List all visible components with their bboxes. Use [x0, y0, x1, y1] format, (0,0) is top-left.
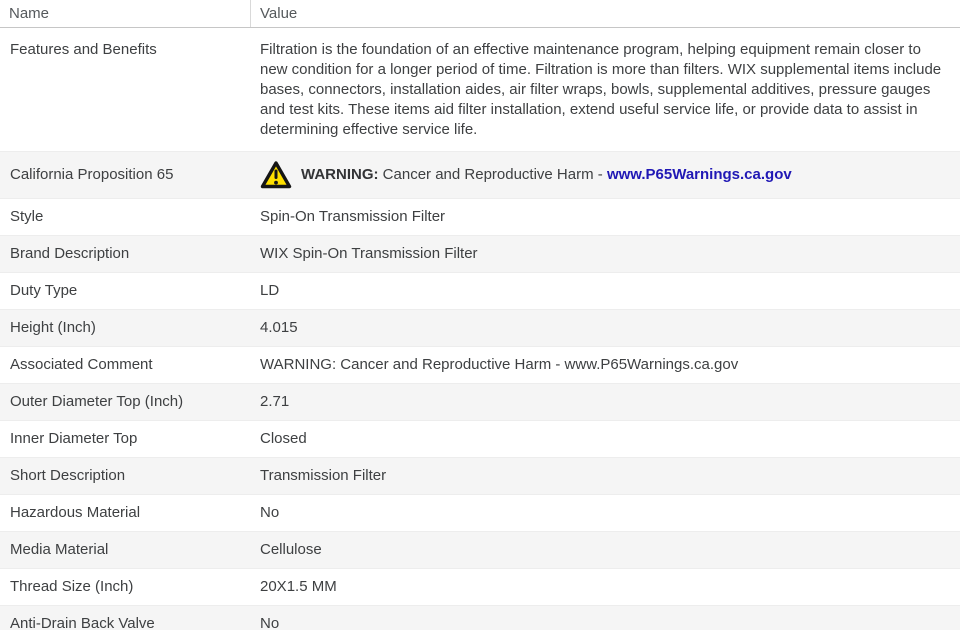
spec-name-cell: Style	[10, 208, 44, 225]
spec-name-cell: Duty Type	[10, 282, 78, 299]
spec-name-cell: Media Material	[10, 541, 109, 558]
table-row	[0, 310, 960, 347]
spec-value-cell: 20X1.5 MM	[260, 578, 337, 595]
column-header-name: Name	[9, 5, 50, 22]
spec-value-cell: 4.015	[260, 319, 298, 336]
spec-name-cell: Brand Description	[10, 245, 130, 262]
spec-value-cell: No	[260, 504, 280, 521]
p65-link[interactable]: www.P65Warnings.ca.gov	[606, 166, 792, 183]
spec-value-cell: 2.71	[260, 393, 290, 410]
table-row	[0, 421, 960, 458]
warning-triangle-icon	[260, 160, 292, 190]
spec-name-cell: Anti-Drain Back Valve	[10, 615, 155, 630]
spec-value-cell: WIX Spin-On Transmission Filter	[260, 245, 478, 262]
spec-value-cell: No	[260, 615, 280, 630]
warning-text: Cancer and Reproductive Harm -	[382, 166, 607, 183]
spec-name-cell: Short Description	[10, 467, 126, 484]
spec-value-cell: Cellulose	[260, 541, 322, 558]
table-row	[0, 152, 960, 199]
spec-value-cell	[250, 160, 960, 190]
table-row	[0, 236, 960, 273]
table-row	[0, 273, 960, 310]
spec-value-cell: LD	[260, 282, 280, 299]
table-header-row	[0, 0, 960, 28]
spec-name-cell: Features and Benefits	[10, 41, 157, 58]
spec-name-cell: Associated Comment	[10, 356, 153, 373]
table-row	[0, 199, 960, 236]
column-header-value: Value	[250, 0, 960, 27]
spec-name-cell: Thread Size (Inch)	[10, 578, 134, 595]
table-row	[0, 458, 960, 495]
table-row	[0, 384, 960, 421]
table-row	[0, 495, 960, 532]
spec-name-cell: Hazardous Material	[10, 504, 141, 521]
spec-value-cell: Filtration is the foundation of an effective maintenance program, helping equipment remain closer to new condition for a longer period of time. Filtration is more than filters. WIX supplemental items include bases, connectors, installation aides, air filter wraps, bowls, supplemental additives, pressure gauges and test kits. These items aid filter installation, extend useful service life, or provide data to assist in determining effective service life.	[260, 41, 942, 138]
spec-name-cell: Outer Diameter Top (Inch)	[10, 393, 184, 410]
spec-value-cell: Spin-On Transmission Filter	[260, 208, 446, 225]
spec-name-cell: California Proposition 65	[10, 166, 174, 183]
table-row	[0, 347, 960, 384]
table-row	[0, 28, 960, 152]
table-row	[0, 569, 960, 606]
table-row	[0, 606, 960, 630]
warning-label: WARNING:	[301, 166, 379, 183]
warning-value-text	[301, 165, 792, 185]
table-row	[0, 532, 960, 569]
spec-value-cell: Closed	[260, 430, 307, 447]
spec-table-body	[0, 28, 960, 630]
spec-value-cell: WARNING: Cancer and Reproductive Harm - www.P65Warnings.ca.gov	[260, 356, 739, 373]
spec-value-cell: Transmission Filter	[260, 467, 387, 484]
spec-name-cell: Height (Inch)	[10, 319, 96, 336]
spec-name-cell: Inner Diameter Top	[10, 430, 138, 447]
